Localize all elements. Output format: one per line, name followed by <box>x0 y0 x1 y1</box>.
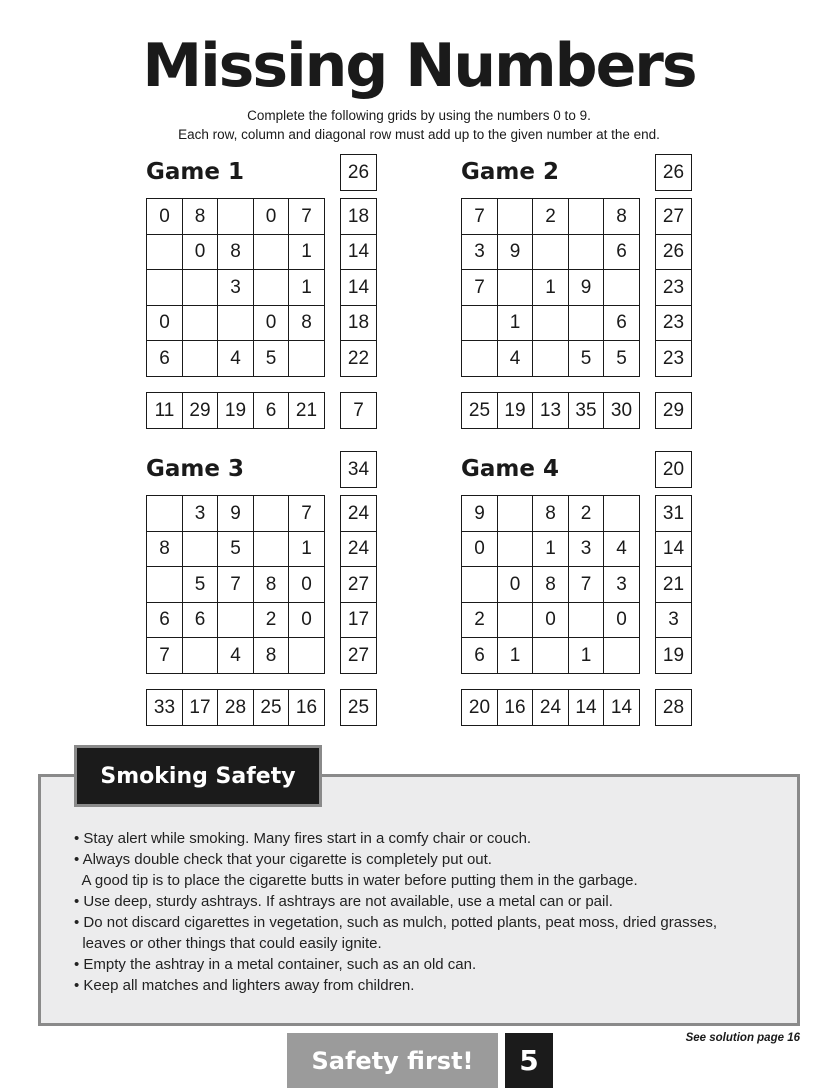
column-sum: 24 <box>532 689 569 726</box>
grid-cell: 0 <box>253 198 290 235</box>
row-sum: 14 <box>655 531 692 568</box>
row-sum: 24 <box>340 531 377 568</box>
grid-cell-empty <box>182 531 219 568</box>
grid-cell: 0 <box>288 602 325 639</box>
grid-cell-empty <box>461 305 498 342</box>
row-sum: 31 <box>655 495 692 532</box>
diagonal-sum-top: 26 <box>655 154 692 191</box>
grid-cell: 6 <box>603 305 640 342</box>
grid-cell: 0 <box>532 602 569 639</box>
safety-tip-line: • Always double check that your cigarette is completely put out. <box>74 851 492 868</box>
column-sum: 33 <box>146 689 183 726</box>
column-sum: 16 <box>288 689 325 726</box>
grid-cell: 2 <box>568 495 605 532</box>
grid-cell-empty <box>568 305 605 342</box>
instruction-line-1: Complete the following grids by using the numbers 0 to 9. <box>247 108 591 123</box>
column-sum: 13 <box>532 392 569 429</box>
grid-cell: 8 <box>253 637 290 674</box>
grid-cell: 1 <box>568 637 605 674</box>
column-sum: 25 <box>253 689 290 726</box>
grid-cell: 8 <box>532 566 569 603</box>
grid-cell-empty <box>146 269 183 306</box>
grid-cell: 7 <box>288 198 325 235</box>
grid-cell: 0 <box>182 234 219 271</box>
grid-cell-empty <box>182 637 219 674</box>
safety-tip-line: • Use deep, sturdy ashtrays. If ashtrays are not available, use a metal can or pail. <box>74 893 613 910</box>
diagonal-sum-top: 26 <box>340 154 377 191</box>
grid-cell: 3 <box>461 234 498 271</box>
safety-tip-line: • Keep all matches and lighters away from children. <box>74 977 415 994</box>
instruction-line-2: Each row, column and diagonal row must add up to the given number at the end. <box>178 127 660 142</box>
grid-cell: 1 <box>288 269 325 306</box>
grid-cell: 2 <box>532 198 569 235</box>
diagonal-sum-bottom: 28 <box>655 689 692 726</box>
grid-cell-empty <box>497 495 534 532</box>
grid-cell-empty <box>253 269 290 306</box>
grid-cell: 7 <box>217 566 254 603</box>
grid-cell: 4 <box>217 637 254 674</box>
grid-cell: 1 <box>532 531 569 568</box>
row-sum: 23 <box>655 305 692 342</box>
game-label: Game 3 <box>146 456 244 482</box>
grid-cell: 4 <box>217 340 254 377</box>
grid-cell-empty <box>288 340 325 377</box>
column-sum: 14 <box>603 689 640 726</box>
grid-cell: 4 <box>603 531 640 568</box>
column-sum: 28 <box>217 689 254 726</box>
grid-cell: 4 <box>497 340 534 377</box>
grid-cell: 8 <box>182 198 219 235</box>
grid-cell: 1 <box>288 531 325 568</box>
grid-cell: 6 <box>182 602 219 639</box>
row-sum: 23 <box>655 269 692 306</box>
grid-cell: 7 <box>146 637 183 674</box>
grid-cell: 0 <box>497 566 534 603</box>
grid-cell-empty <box>568 234 605 271</box>
grid-cell-empty <box>497 531 534 568</box>
grid-cell: 1 <box>497 305 534 342</box>
grid-cell: 6 <box>461 637 498 674</box>
row-sum: 3 <box>655 602 692 639</box>
row-sum: 24 <box>340 495 377 532</box>
column-sum: 21 <box>288 392 325 429</box>
row-sum: 26 <box>655 234 692 271</box>
grid-cell-empty <box>603 637 640 674</box>
game-label: Game 4 <box>461 456 559 482</box>
grid-cell-empty <box>182 305 219 342</box>
diagonal-sum-top: 34 <box>340 451 377 488</box>
grid-cell-empty <box>532 305 569 342</box>
safety-tip-line: A good tip is to place the cigarette butts in water before putting them in the garbage. <box>74 872 638 889</box>
grid-cell: 1 <box>532 269 569 306</box>
grid-cell: 3 <box>568 531 605 568</box>
grid-cell: 8 <box>603 198 640 235</box>
grid-cell: 9 <box>461 495 498 532</box>
grid-cell: 7 <box>461 269 498 306</box>
safety-tip-line: • Empty the ashtray in a metal container, such as an old can. <box>74 956 477 973</box>
grid-cell-empty <box>182 340 219 377</box>
column-sum: 20 <box>461 689 498 726</box>
grid-cell-empty <box>603 269 640 306</box>
grid-cell-empty <box>568 602 605 639</box>
safety-tip-line: • Do not discard cigarettes in vegetation, such as mulch, potted plants, peat moss, dried grasses, <box>74 914 718 931</box>
safety-tip-line: • Stay alert while smoking. Many fires start in a comfy chair or couch. <box>74 830 532 847</box>
grid-cell-empty <box>532 340 569 377</box>
grid-cell: 1 <box>497 637 534 674</box>
grid-cell-empty <box>146 495 183 532</box>
grid-cell: 0 <box>461 531 498 568</box>
grid-cell: 6 <box>603 234 640 271</box>
grid-cell-empty <box>217 602 254 639</box>
grid-cell: 5 <box>217 531 254 568</box>
row-sum: 18 <box>340 305 377 342</box>
grid-cell: 8 <box>217 234 254 271</box>
grid-cell-empty <box>568 198 605 235</box>
grid-cell: 0 <box>146 305 183 342</box>
grid-cell: 1 <box>288 234 325 271</box>
diagonal-sum-bottom: 29 <box>655 392 692 429</box>
row-sum: 21 <box>655 566 692 603</box>
safety-tip-line: leaves or other things that could easily ignite. <box>74 935 382 952</box>
column-sum: 11 <box>146 392 183 429</box>
grid-cell: 8 <box>146 531 183 568</box>
grid-cell-empty <box>532 637 569 674</box>
grid-cell: 6 <box>146 340 183 377</box>
safety-heading: Smoking Safety <box>74 745 322 807</box>
grid-cell: 5 <box>182 566 219 603</box>
grid-cell-empty <box>146 566 183 603</box>
grid-cell-empty <box>288 637 325 674</box>
row-sum: 27 <box>340 566 377 603</box>
page-number: 5 <box>505 1033 553 1088</box>
grid-cell: 6 <box>146 602 183 639</box>
grid-cell: 9 <box>217 495 254 532</box>
grid-cell-empty <box>497 269 534 306</box>
diagonal-sum-bottom: 25 <box>340 689 377 726</box>
grid-cell: 9 <box>568 269 605 306</box>
column-sum: 30 <box>603 392 640 429</box>
grid-cell-empty <box>182 269 219 306</box>
footer-banner: Safety first! <box>287 1033 498 1088</box>
grid-cell-empty <box>217 198 254 235</box>
grid-cell: 7 <box>288 495 325 532</box>
grid-cell-empty <box>146 234 183 271</box>
solution-note: See solution page 16 <box>685 1032 800 1044</box>
diagonal-sum-top: 20 <box>655 451 692 488</box>
page-title: Missing Numbers <box>142 31 696 101</box>
grid-cell-empty <box>497 602 534 639</box>
grid-cell-empty <box>461 340 498 377</box>
grid-cell: 8 <box>253 566 290 603</box>
column-sum: 25 <box>461 392 498 429</box>
row-sum: 14 <box>340 234 377 271</box>
grid-cell: 0 <box>288 566 325 603</box>
column-sum: 17 <box>182 689 219 726</box>
column-sum: 35 <box>568 392 605 429</box>
grid-cell: 5 <box>253 340 290 377</box>
column-sum: 16 <box>497 689 534 726</box>
grid-cell: 3 <box>603 566 640 603</box>
column-sum: 19 <box>497 392 534 429</box>
game-label: Game 1 <box>146 159 244 185</box>
diagonal-sum-bottom: 7 <box>340 392 377 429</box>
column-sum: 14 <box>568 689 605 726</box>
row-sum: 27 <box>655 198 692 235</box>
grid-cell-empty <box>253 531 290 568</box>
row-sum: 18 <box>340 198 377 235</box>
row-sum: 17 <box>340 602 377 639</box>
grid-cell: 3 <box>217 269 254 306</box>
grid-cell: 2 <box>253 602 290 639</box>
column-sum: 19 <box>217 392 254 429</box>
grid-cell: 8 <box>532 495 569 532</box>
row-sum: 27 <box>340 637 377 674</box>
column-sum: 29 <box>182 392 219 429</box>
grid-cell: 5 <box>603 340 640 377</box>
row-sum: 22 <box>340 340 377 377</box>
grid-cell-empty <box>532 234 569 271</box>
grid-cell-empty <box>603 495 640 532</box>
grid-cell-empty <box>253 495 290 532</box>
grid-cell: 8 <box>288 305 325 342</box>
grid-cell: 7 <box>568 566 605 603</box>
grid-cell: 0 <box>146 198 183 235</box>
row-sum: 23 <box>655 340 692 377</box>
grid-cell: 0 <box>253 305 290 342</box>
grid-cell: 0 <box>603 602 640 639</box>
row-sum: 14 <box>340 269 377 306</box>
game-label: Game 2 <box>461 159 559 185</box>
grid-cell: 3 <box>182 495 219 532</box>
grid-cell: 9 <box>497 234 534 271</box>
column-sum: 6 <box>253 392 290 429</box>
grid-cell-empty <box>497 198 534 235</box>
grid-cell: 5 <box>568 340 605 377</box>
row-sum: 19 <box>655 637 692 674</box>
grid-cell: 7 <box>461 198 498 235</box>
grid-cell: 2 <box>461 602 498 639</box>
grid-cell-empty <box>217 305 254 342</box>
grid-cell-empty <box>461 566 498 603</box>
grid-cell-empty <box>253 234 290 271</box>
